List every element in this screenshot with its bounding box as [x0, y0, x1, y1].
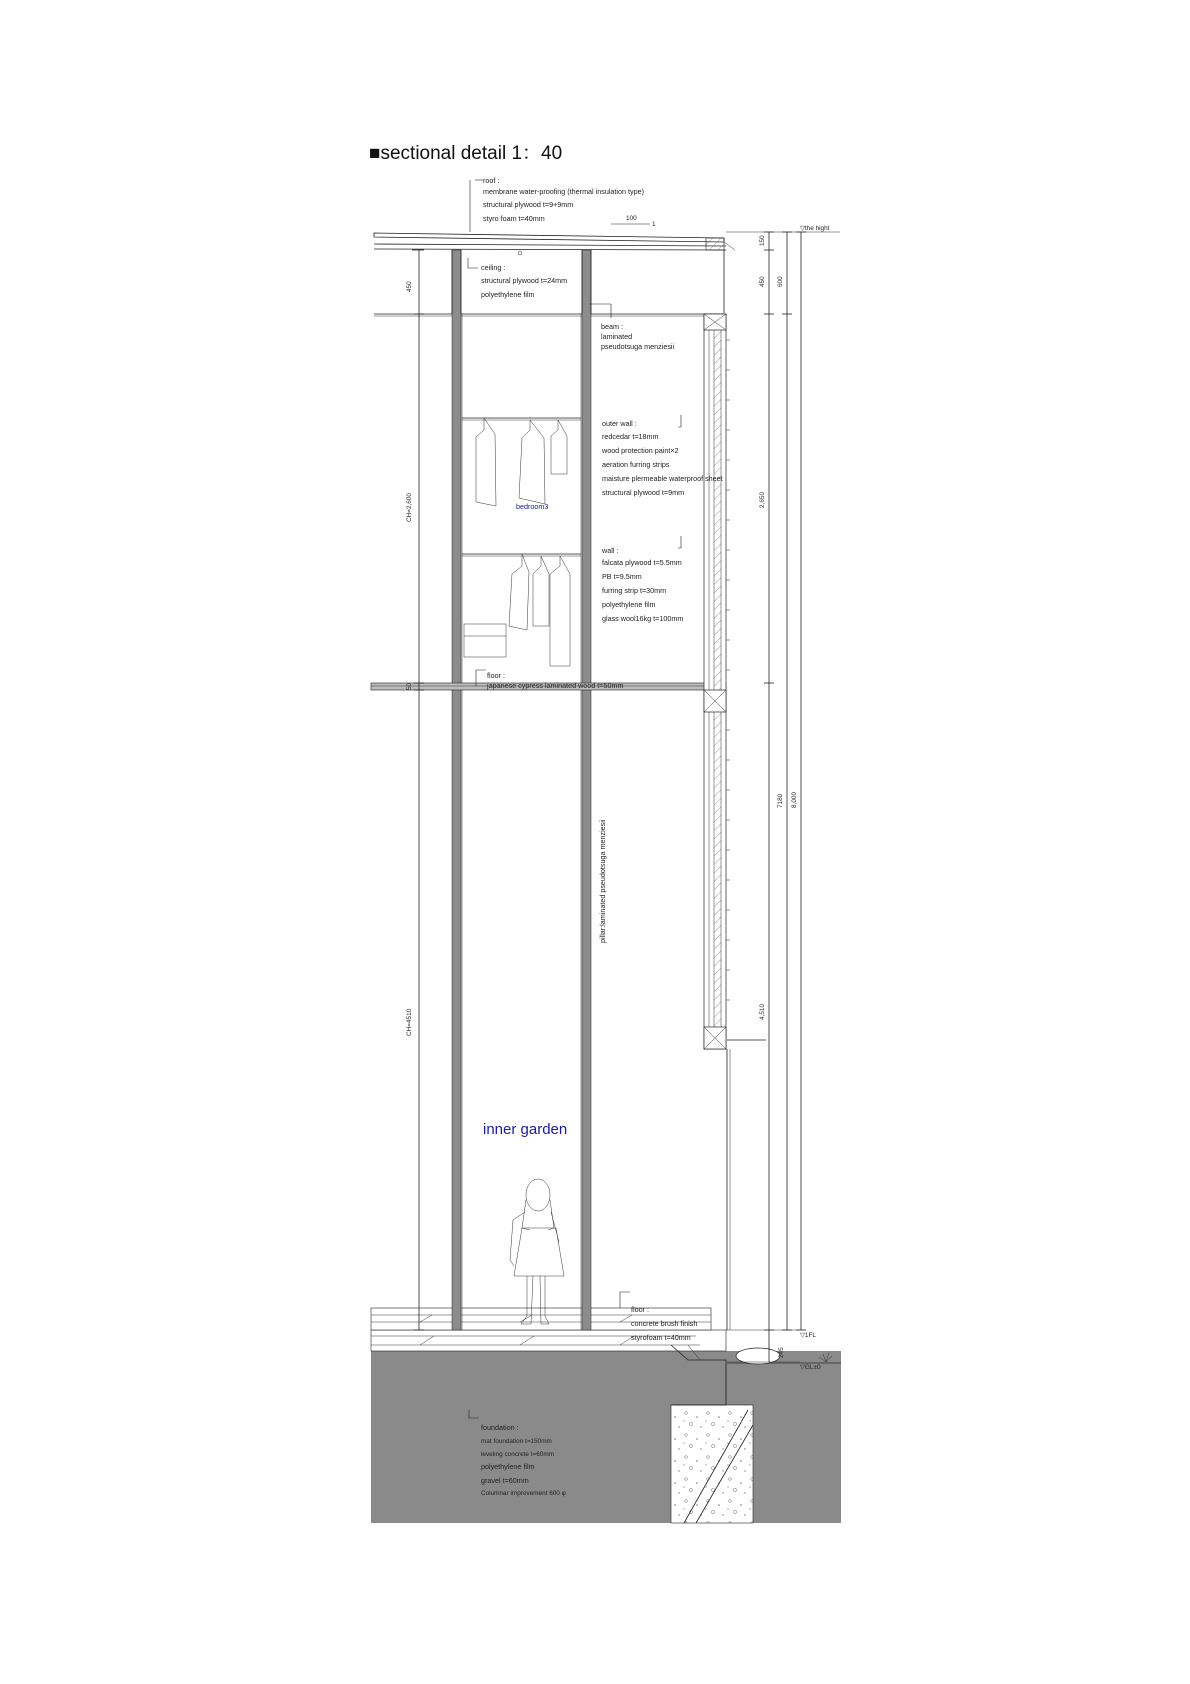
roof-line-1: membrane water-proofing (thermal insulation type): [483, 187, 644, 196]
ceiling-heading: ceiling :: [481, 263, 506, 272]
ground-floor-heading: floor :: [631, 1305, 649, 1314]
dress-hanger-1: [509, 554, 529, 630]
child-figure: [510, 1179, 564, 1324]
outer-wall-line-1: redcedar t=18mm: [602, 432, 659, 441]
wall-heading: wall :: [602, 546, 619, 555]
roof-assembly: [374, 215, 735, 313]
level-gl: ▽GL±0: [800, 1364, 821, 1371]
room-label-inner-garden: inner garden: [483, 1121, 568, 1138]
shirt-hanger-1: [519, 420, 545, 504]
dim-slab: 50: [406, 682, 413, 690]
outer-wall: [704, 314, 766, 1330]
foundation-line-2: leveling concrete t=60mm: [481, 1451, 554, 1458]
roof-line-3: styro foam t=40mm: [483, 214, 545, 223]
ground-floor-line-1: concrete brush finish: [631, 1319, 698, 1328]
pillar-note: pillar:laminated pseudotsuga menziesii: [598, 819, 607, 943]
ground-mass: [371, 1308, 841, 1523]
roof-slope-run: 100: [626, 215, 637, 222]
wall-line-3: furring strip t=30mm: [602, 586, 667, 595]
closet-rods: [462, 418, 581, 666]
outer-wall-line-3: aeration furring strips: [602, 460, 670, 469]
dim-150: 150: [759, 235, 766, 246]
shirt-hanger-2: [551, 420, 567, 474]
left-dimensions: [406, 250, 424, 1330]
dim-ceiling-zone: 450: [406, 281, 413, 292]
foundation-line-4: gravel t=60mm: [481, 1476, 529, 1485]
roof-line-2: structural plywood t=9+9mm: [483, 200, 574, 209]
ground-floor-line-2: styrofoam t=40mm: [631, 1333, 691, 1342]
wall-line-4: polyethylene film: [602, 600, 656, 609]
foundation-line-5: Columnar improvement 600 φ: [481, 1490, 566, 1497]
dim-4510: 4,510: [759, 1004, 766, 1020]
foundation-line-1: mat foundation t=150mm: [481, 1438, 552, 1445]
outer-wall-heading: outer wall :: [602, 419, 637, 428]
room-label-bedroom: bedroom3: [516, 502, 549, 511]
wall-line-1: falcata plywood t=5.5mm: [602, 558, 682, 567]
dim-245: 245: [778, 1347, 785, 1358]
shirt-hanger-3: [533, 556, 549, 626]
level-1fl: ▽1FL: [800, 1332, 816, 1339]
dim-7180: 7180: [777, 793, 784, 808]
upper-floor-heading: floor :: [487, 671, 505, 680]
dim-8000: 8,000: [791, 792, 798, 808]
notes: [481, 176, 723, 1497]
ceiling-line-2: polyethylene film: [481, 290, 535, 299]
structure: [371, 250, 726, 1330]
foundation-heading: foundation :: [481, 1423, 519, 1432]
dim-600: 600: [777, 276, 784, 287]
storage-box: [464, 624, 506, 657]
dim-450: 450: [759, 276, 766, 287]
outer-wall-line-2: wood protection paint×2: [602, 446, 679, 455]
outer-wall-line-4: maisture plermeable waterproof sheet: [602, 474, 723, 483]
dim-garden-ch: CH=4510: [406, 1008, 413, 1036]
coat-hanger-2: [550, 556, 570, 666]
level-top: ▽the hight: [800, 225, 830, 232]
wall-line-5: glass wool16kg t=100mm: [602, 614, 684, 623]
wall-line-2: PB t=9.5mm: [602, 572, 642, 581]
foundation-line-3: polyethylene film: [481, 1462, 535, 1471]
dim-2650: 2,650: [759, 492, 766, 508]
dim-bedroom-ch: CH=2,600: [406, 493, 413, 522]
drawing-title: ■sectional detail 1：40: [369, 143, 563, 164]
right-dimensions: [726, 225, 840, 1371]
ceiling-line-1: structural plywood t=24mm: [481, 276, 568, 285]
coat-hanger-1: [476, 418, 496, 506]
beam-line-2: pseudotsuga menziesii: [601, 342, 675, 351]
leader-lines: [468, 180, 684, 1418]
beam-heading: beam :: [601, 322, 623, 331]
roof-slope-rise: 1: [652, 221, 656, 228]
roof-heading: roof :: [483, 176, 500, 185]
beam-line-1: laminated: [601, 332, 633, 341]
outer-wall-line-5: structural plywood t=9mm: [602, 488, 685, 497]
upper-floor-line-1: japanese cypress laminated wood t=50mm: [487, 681, 624, 690]
